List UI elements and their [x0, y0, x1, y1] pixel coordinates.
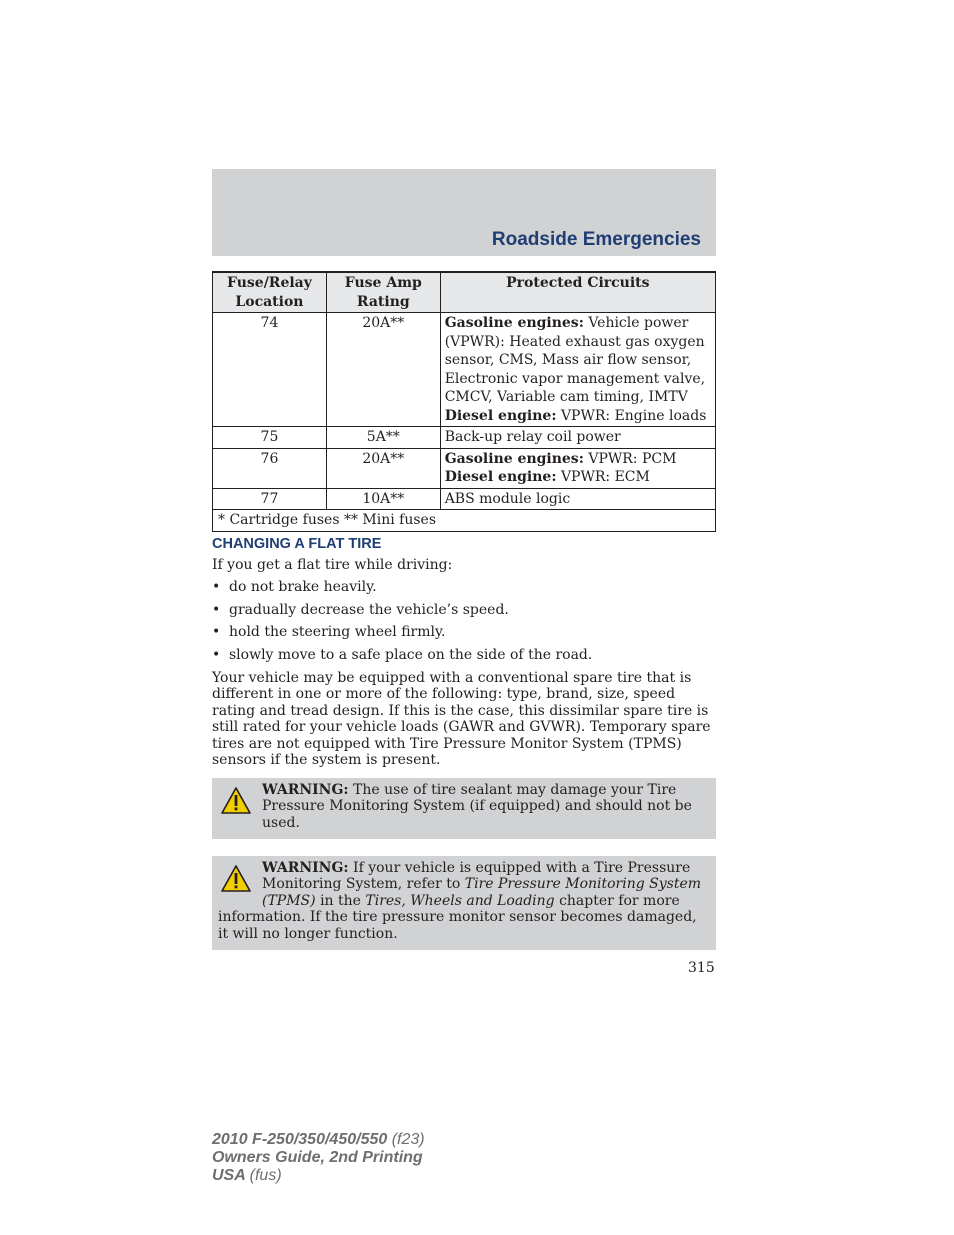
section-header-band	[212, 169, 716, 256]
fuse-location: 74	[213, 313, 327, 427]
column-header: Protected Circuits	[440, 272, 715, 313]
footer-line-printing: Owners Guide, 2nd Printing	[212, 1149, 423, 1166]
footer-line-region	[212, 1167, 425, 1185]
fuse-rating: 20A**	[326, 313, 440, 427]
gasoline-label: Gasoline engines:	[444, 450, 584, 467]
warning-label: WARNING:	[262, 860, 349, 876]
protected-circuits: Back-up relay coil power	[440, 427, 715, 449]
table-header-row	[213, 272, 716, 313]
gasoline-circuits: VPWR: PCM	[588, 450, 677, 467]
diesel-label: Diesel engine:	[444, 407, 557, 424]
table-row	[213, 313, 716, 427]
footer-region: USA	[212, 1167, 246, 1184]
table-row	[213, 448, 716, 488]
spare-tire-paragraph: Your vehicle may be equipped with a conventional spare tire that is different in one or more of the following: type, brand, size, speed rating and tread design. If this is the case, this dissimilar spare tire is still rated for your vehicle loads (GAWR and GVWR). Temporary spare tires are not equipped with Tire Pressure Monitor System (TPMS) sensors if the system is present.	[212, 670, 711, 769]
chapter-reference-tires: Tires, Wheels and Loading	[365, 892, 555, 909]
footer-line-model	[212, 1131, 425, 1149]
warning-box-tpms	[212, 856, 716, 950]
list-item: • do not brake heavily.	[212, 579, 592, 602]
fuse-table	[212, 271, 716, 532]
footer-region-code: (fus)	[249, 1167, 282, 1184]
page-number: 315	[688, 960, 715, 976]
fuse-location: 75	[213, 427, 327, 449]
table-footnote-row	[213, 510, 716, 532]
protected-circuits	[440, 313, 715, 427]
diesel-circuits: VPWR: Engine loads	[560, 407, 707, 424]
gasoline-circuits: Vehicle power (VPWR): Heated exhaust gas oxygen sensor, CMS, Mass air flow sensor, Electronic vapor management valve, CMCV, Variable cam timing, IMTV	[444, 315, 706, 405]
page-title: Roadside Emergencies	[491, 229, 701, 250]
list-item: • slowly move to a safe place on the side of the road.	[212, 647, 592, 670]
list-item: • gradually decrease the vehicle’s speed.	[212, 602, 592, 625]
section-heading: CHANGING A FLAT TIRE	[212, 536, 382, 552]
warning-text: chapter for more information. If the tire pressure monitor sensor becomes damaged, it will no longer function.	[218, 892, 697, 942]
warning-text: in the	[320, 892, 361, 909]
gasoline-label: Gasoline engines:	[444, 315, 584, 331]
footer-model: 2010 F-250/350/450/550	[212, 1131, 388, 1148]
fuse-location: 76	[213, 448, 327, 488]
fuse-rating: 20A**	[326, 448, 440, 488]
table-row	[213, 427, 716, 449]
intro-text: If you get a flat tire while driving:	[212, 557, 453, 573]
warning-triangle-icon	[220, 786, 252, 816]
protected-circuits	[440, 448, 715, 488]
diesel-label: Diesel engine:	[444, 469, 557, 485]
footer-model-code: (f23)	[391, 1131, 425, 1148]
fuse-location: 77	[213, 488, 327, 510]
warning-label: WARNING:	[262, 782, 349, 798]
column-header: Fuse/Relay Location	[213, 272, 327, 313]
bullet-list	[212, 579, 592, 669]
fuse-rating: 10A**	[326, 488, 440, 510]
column-header: Fuse Amp Rating	[326, 272, 440, 313]
table-row	[213, 488, 716, 510]
chapter-reference-tpms: Tire Pressure Monitoring System (TPMS)	[262, 876, 702, 909]
warning-text: If your vehicle is equipped with a Tire Pressure Monitoring System, refer to	[262, 860, 691, 893]
table-footnote: * Cartridge fuses ** Mini fuses	[213, 510, 716, 532]
warning-text: The use of tire sealant may damage your Tire Pressure Monitoring System (if equipped) and should not be used.	[262, 782, 692, 831]
protected-circuits: ABS module logic	[440, 488, 715, 510]
list-item: • hold the steering wheel firmly.	[212, 624, 592, 647]
warning-box-sealant	[212, 778, 716, 839]
fuse-rating: 5A**	[326, 427, 440, 449]
warning-triangle-icon	[220, 864, 252, 894]
document-footer	[212, 1131, 425, 1185]
diesel-circuits: VPWR: ECM	[560, 469, 650, 485]
